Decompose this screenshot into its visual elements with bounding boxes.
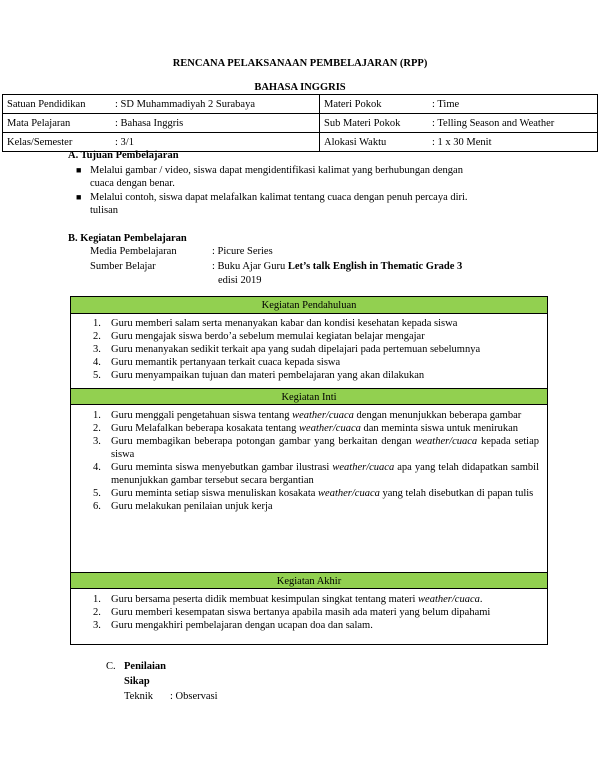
source-value bbox=[212, 261, 462, 272]
objective-2 bbox=[76, 191, 540, 217]
label-satuan: Satuan Pendidikan bbox=[3, 95, 112, 114]
list-item: 1. Guru memberi salam serta menanyakan kabar dan kondisi kesehatan kepada siswa bbox=[93, 318, 458, 329]
list-item: 1. Guru bersama peserta didik membuat kesimpulan singkat tentang materi weather/cuaca. bbox=[93, 594, 483, 605]
objective-2-line2: tulisan bbox=[90, 205, 118, 216]
bullet-icon: ■ bbox=[76, 165, 82, 175]
activities-box bbox=[70, 296, 548, 645]
source-book-title: Let’s talk English in Thematic Grade 3 bbox=[287, 261, 463, 272]
objective-2-line1: Melalui contoh, siswa dapat melafalkan kalimat tentang cuaca dengan penuh percaya diri. bbox=[90, 192, 468, 203]
value-alokasi: : 1 x 30 Menit bbox=[428, 133, 598, 152]
list-item: 5. Guru menyampaikan tujuan dan materi pembelajaran yang akan dilakukan bbox=[93, 370, 425, 381]
teknik-value: : Observasi bbox=[170, 691, 218, 702]
list-item: 3. Guru membagikan beberapa potongan gambar yang berkaitan dengan weather/cuaca kepada setiap siswa bbox=[93, 436, 539, 460]
table-row bbox=[3, 114, 598, 133]
akhir-header: Kegiatan Akhir bbox=[71, 572, 547, 589]
section-a-heading: A. Tujuan Pembelajaran bbox=[68, 150, 179, 161]
value-materi: : Time bbox=[428, 95, 598, 114]
label-materi: Materi Pokok bbox=[320, 95, 429, 114]
source-label: Sumber Belajar bbox=[90, 261, 156, 272]
subject-title: BAHASA INGGRIS bbox=[254, 82, 346, 93]
list-item: 4. Guru memantik pertanyaan terkait cuaca kepada siswa bbox=[93, 357, 341, 368]
list-item: 6. Guru melakukan penilaian unjuk kerja bbox=[93, 501, 273, 512]
source-prefix: : Buku Ajar Guru bbox=[212, 261, 288, 272]
document-title: RENCANA PELAKSANAAN PEMBELAJARAN (RPP) bbox=[172, 58, 428, 69]
source-edition: edisi 2019 bbox=[218, 275, 262, 286]
list-item: 2. Guru Melafalkan beberapa kosakata tentang weather/cuaca dan meminta siswa untuk menirukan bbox=[93, 423, 519, 434]
list-item: 3. Guru mengakhiri pembelajaran dengan ucapan doa dan salam. bbox=[93, 620, 373, 631]
objective-1-line1: Melalui gambar / video, siswa dapat mengidentifikasi kalimat yang berhubungan dengan bbox=[90, 165, 463, 176]
list-item: 1. Guru menggali pengetahuan siswa tentang weather/cuaca dengan menunjukkan beberapa gambar bbox=[93, 410, 522, 421]
section-c-sub: Sikap bbox=[124, 676, 150, 687]
pendahuluan-header: Kegiatan Pendahuluan bbox=[71, 297, 547, 314]
label-kelas: Kelas/Semester bbox=[3, 133, 112, 152]
section-c-letter: C. bbox=[106, 661, 116, 672]
identity-table bbox=[2, 94, 598, 152]
akhir-list bbox=[71, 593, 547, 632]
inti-list bbox=[71, 409, 547, 513]
value-mapel: : Bahasa Inggris bbox=[111, 114, 320, 133]
value-kelas: : 3/1 bbox=[111, 133, 320, 152]
section-c-title: Penilaian bbox=[124, 661, 167, 672]
value-satuan: : SD Muhammadiyah 2 Surabaya bbox=[111, 95, 320, 114]
list-item: 2. Guru memberi kesempatan siswa bertanya apabila masih ada materi yang belum dipahami bbox=[93, 607, 491, 618]
list-item: 3. Guru menanyakan sedikit terkait apa yang sudah dipelajari pada pertemuan sebelumnya bbox=[93, 344, 481, 355]
list-item: 4. Guru meminta siswa menyebutkan gambar ilustrasi weather/cuaca apa yang telah didapatkan sambil menunjukkan gambar tersebut secara bergantian bbox=[93, 462, 540, 486]
pendahuluan-list bbox=[71, 317, 547, 382]
label-sub-materi: Sub Materi Pokok bbox=[320, 114, 429, 133]
objective-1 bbox=[76, 164, 540, 190]
media-label: Media Pembelajaran bbox=[90, 246, 177, 257]
list-item: 5. Guru meminta setiap siswa menuliskan kosakata weather/cuaca yang telah disebutkan di papan tulis bbox=[93, 488, 534, 499]
table-row bbox=[3, 133, 598, 152]
label-alokasi: Alokasi Waktu bbox=[320, 133, 429, 152]
label-mapel: Mata Pelajaran bbox=[3, 114, 112, 133]
objective-1-line2: cuaca dengan benar. bbox=[90, 178, 175, 189]
bullet-icon: ■ bbox=[76, 192, 82, 202]
list-item: 2. Guru mengajak siswa berdo’a sebelum memulai kegiatan belajar mengajar bbox=[93, 331, 425, 342]
inti-header: Kegiatan Inti bbox=[71, 388, 547, 405]
section-b-heading: B. Kegiatan Pembelajaran bbox=[68, 233, 187, 244]
teknik-label: Teknik bbox=[124, 691, 154, 702]
media-value: : Picure Series bbox=[212, 246, 273, 257]
value-sub-materi: : Telling Season and Weather bbox=[428, 114, 598, 133]
table-row bbox=[3, 95, 598, 114]
